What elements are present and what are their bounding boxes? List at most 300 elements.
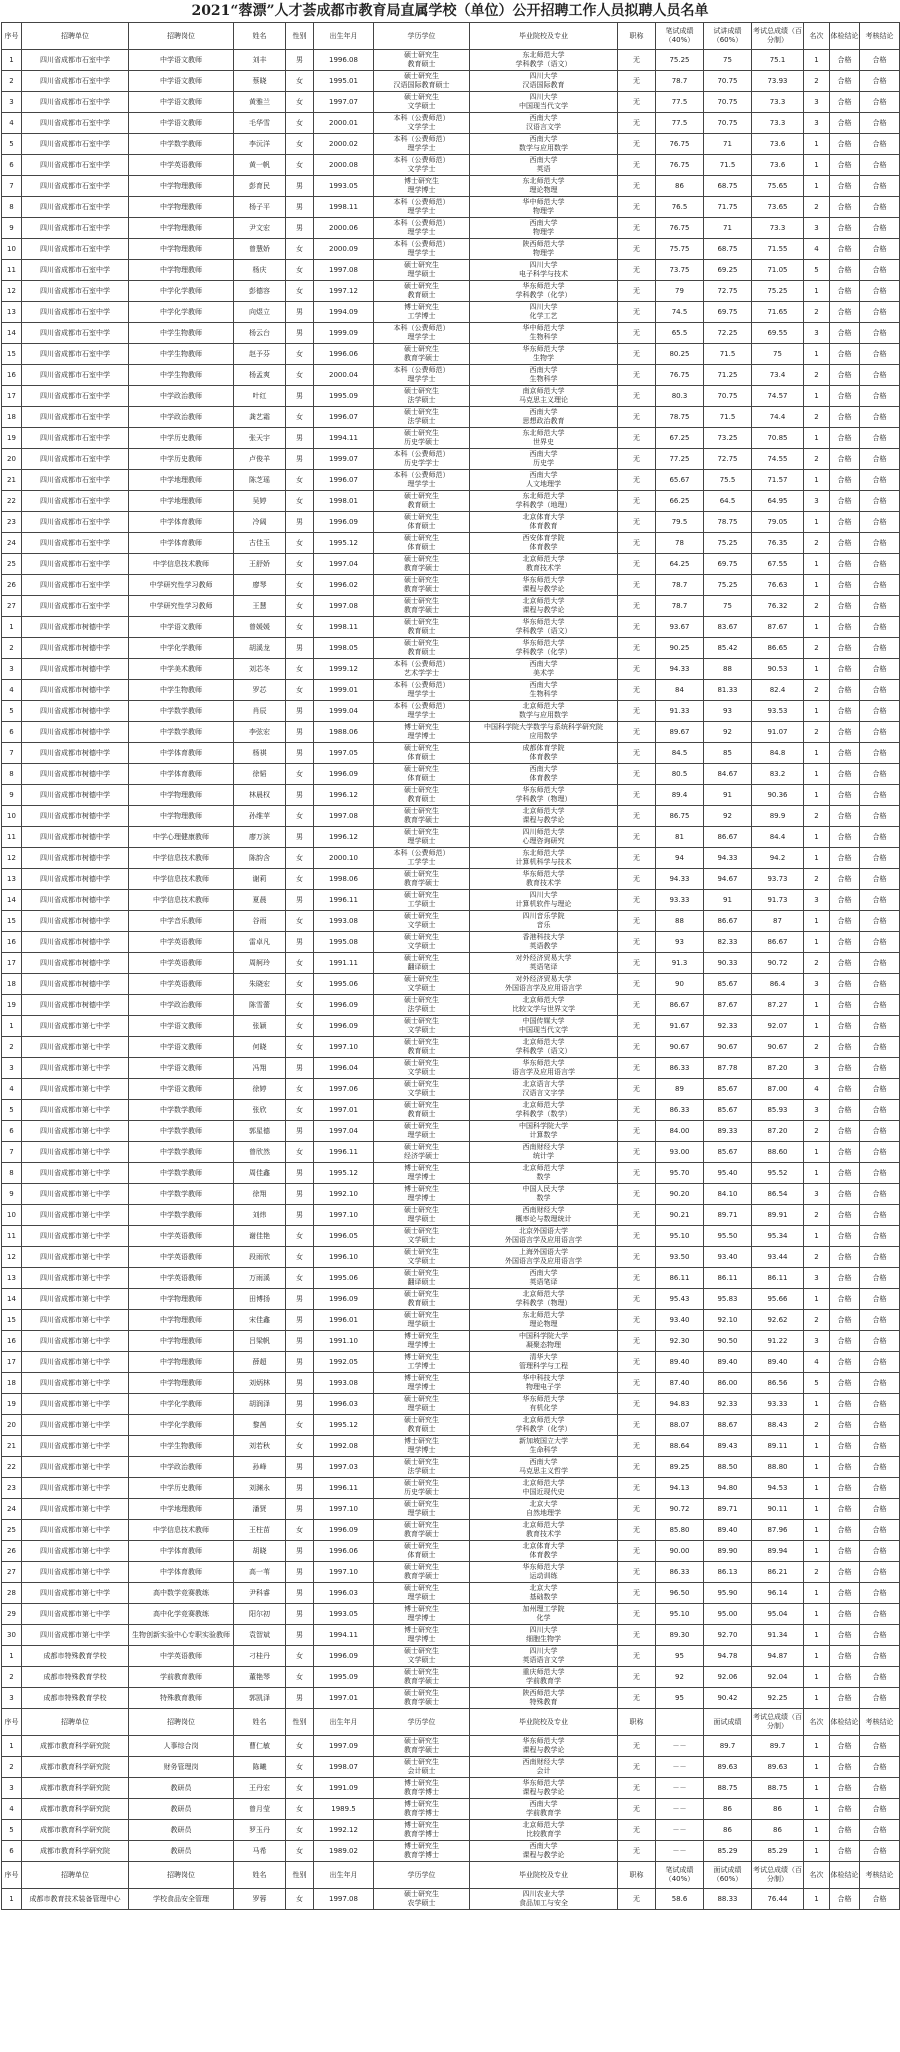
cell-gender: 女 [286, 848, 314, 869]
cell-review: 合格 [860, 1205, 900, 1226]
cell-review: 合格 [860, 1037, 900, 1058]
cell-rank: 1 [804, 1688, 830, 1709]
cell-rank: 1 [804, 50, 830, 71]
header-written: 笔试成绩（40%） [656, 23, 704, 50]
cell-birth: 1998.11 [314, 197, 374, 218]
cell-birth: 1996.01 [314, 1310, 374, 1331]
cell-title: 无 [618, 869, 656, 890]
school-line: 华东师范大学 [522, 870, 565, 878]
school-line: 华东师范大学 [522, 1059, 565, 1067]
degree-line: 文学硕士 [407, 1089, 436, 1097]
cell-school [470, 1625, 618, 1646]
cell-name: 夏晨 [234, 890, 286, 911]
cell-degree [374, 323, 470, 344]
cell-no: 27 [2, 596, 22, 617]
cell-rank: 2 [804, 806, 830, 827]
school-line: 体育教学 [529, 1551, 558, 1559]
cell-gender: 女 [286, 407, 314, 428]
cell-rank: 2 [804, 869, 830, 890]
cell-written: 74.5 [656, 302, 704, 323]
cell-title: 无 [618, 1457, 656, 1478]
degree-line: 硕士研究生 [404, 954, 439, 962]
cell-unit: 成都市教育技术装备管理中心 [22, 1889, 129, 1910]
cell-degree [374, 1778, 470, 1799]
degree-line: 理学学士 [407, 207, 436, 215]
cell-written: 64.25 [656, 554, 704, 575]
cell-trial: 72.75 [704, 281, 752, 302]
cell-unit: 四川省成都市第七中学 [22, 1541, 129, 1562]
cell-trial: 71 [704, 134, 752, 155]
cell-title: 无 [618, 1268, 656, 1289]
cell-physical: 合格 [830, 1268, 860, 1289]
cell-review: 合格 [860, 1604, 900, 1625]
cell-title: 无 [618, 806, 656, 827]
header-title: 职称 [618, 23, 656, 50]
school-line: 北京师范大学 [522, 807, 565, 815]
table-row [2, 533, 900, 554]
cell-review: 合格 [860, 1757, 900, 1778]
header-birth: 出生年月 [314, 1709, 374, 1736]
cell-rank: 1 [804, 470, 830, 491]
cell-no: 5 [2, 701, 22, 722]
cell-name: 陈韵含 [234, 848, 286, 869]
cell-total: 71.55 [752, 239, 804, 260]
cell-title: 无 [618, 134, 656, 155]
cell-review: 合格 [860, 470, 900, 491]
cell-name: 郭星德 [234, 1121, 286, 1142]
cell-title: 无 [618, 239, 656, 260]
cell-written: 58.6 [656, 1889, 704, 1910]
cell-birth: 1993.05 [314, 1604, 374, 1625]
degree-line: 教育学硕士 [404, 1698, 439, 1706]
table-row [2, 302, 900, 323]
cell-unit: 四川省成都市石室中学 [22, 50, 129, 71]
cell-trial: 86.67 [704, 911, 752, 932]
cell-total: 92.62 [752, 1310, 804, 1331]
cell-review: 合格 [860, 974, 900, 995]
cell-gender: 男 [286, 890, 314, 911]
table-row [2, 1436, 900, 1457]
cell-review: 合格 [860, 1163, 900, 1184]
cell-school [470, 1667, 618, 1688]
cell-position: 中学信息技术教师 [129, 869, 234, 890]
cell-school [470, 1184, 618, 1205]
cell-written: 86 [656, 176, 704, 197]
cell-name: 王舒娇 [234, 554, 286, 575]
cell-review: 合格 [860, 1352, 900, 1373]
degree-line: 理学博士 [407, 1446, 436, 1454]
cell-rank: 1 [804, 785, 830, 806]
school-line: 电子科学与技术 [519, 270, 568, 278]
cell-birth: 1992.10 [314, 1184, 374, 1205]
cell-review: 合格 [860, 449, 900, 470]
cell-unit: 成都市教育科学研究院 [22, 1799, 129, 1820]
degree-line: 理学博士 [407, 1173, 436, 1181]
table-row [2, 701, 900, 722]
cell-total: 89.63 [752, 1757, 804, 1778]
cell-unit: 四川省成都市树德中学 [22, 974, 129, 995]
school-line: 汉语国际教育 [522, 81, 565, 89]
cell-written: 90.00 [656, 1541, 704, 1562]
cell-no: 11 [2, 1226, 22, 1247]
cell-physical: 合格 [830, 701, 860, 722]
degree-line: 文学硕士 [407, 921, 436, 929]
table-row [2, 1016, 900, 1037]
cell-birth: 1997.09 [314, 1736, 374, 1757]
cell-no: 5 [2, 134, 22, 155]
cell-written: 76.75 [656, 218, 704, 239]
cell-position: 中学数学教师 [129, 1142, 234, 1163]
cell-gender: 男 [286, 1205, 314, 1226]
cell-name: 袁智斌 [234, 1625, 286, 1646]
cell-gender: 女 [286, 1736, 314, 1757]
cell-unit: 四川省成都市第七中学 [22, 1037, 129, 1058]
table-row [2, 806, 900, 827]
cell-birth: 1995.01 [314, 71, 374, 92]
cell-review: 合格 [860, 50, 900, 71]
cell-no: 6 [2, 1841, 22, 1862]
school-line: 学科教学（化学） [515, 291, 572, 299]
cell-physical: 合格 [830, 1604, 860, 1625]
cell-gender: 女 [286, 974, 314, 995]
cell-title: 无 [618, 491, 656, 512]
degree-line: 博士研究生 [404, 177, 439, 185]
school-line: 西南大学 [529, 1800, 558, 1808]
cell-physical: 合格 [830, 806, 860, 827]
cell-rank: 1 [804, 1583, 830, 1604]
cell-trial: 91 [704, 785, 752, 806]
table-row [2, 1625, 900, 1646]
school-line: 北京师范大学 [522, 1416, 565, 1424]
cell-gender: 女 [286, 281, 314, 302]
cell-position: 中学数学教师 [129, 134, 234, 155]
cell-no: 2 [2, 1037, 22, 1058]
cell-gender: 女 [286, 239, 314, 260]
cell-degree [374, 365, 470, 386]
cell-no: 8 [2, 1163, 22, 1184]
cell-gender: 女 [286, 155, 314, 176]
school-line: 外国语言学及应用语言学 [505, 1257, 582, 1265]
cell-total: 89.11 [752, 1436, 804, 1457]
cell-written: 95.10 [656, 1226, 704, 1247]
degree-line: 教育学硕士 [404, 879, 439, 887]
degree-line: 汉语国际教育硕士 [393, 81, 450, 89]
cell-title: 无 [618, 638, 656, 659]
cell-position: 中学物理教师 [129, 1331, 234, 1352]
cell-school [470, 1604, 618, 1625]
cell-no: 1 [2, 1646, 22, 1667]
cell-gender: 男 [286, 449, 314, 470]
cell-title: 无 [618, 764, 656, 785]
cell-name: 胡润泽 [234, 1394, 286, 1415]
degree-line: 工学学士 [407, 858, 436, 866]
cell-review: 合格 [860, 1100, 900, 1121]
degree-line: 历史学硕士 [404, 1488, 439, 1496]
cell-gender: 女 [286, 344, 314, 365]
degree-line: 硕士研究生 [404, 513, 439, 521]
cell-physical: 合格 [830, 1436, 860, 1457]
degree-line: 理学博士 [407, 1614, 436, 1622]
cell-birth: 2000.04 [314, 365, 374, 386]
cell-no: 23 [2, 1478, 22, 1499]
cell-unit: 四川省成都市第七中学 [22, 1058, 129, 1079]
cell-physical: 合格 [830, 1352, 860, 1373]
cell-written: 94.33 [656, 659, 704, 680]
cell-title: 无 [618, 1667, 656, 1688]
cell-rank: 1 [804, 1499, 830, 1520]
cell-written: 93.33 [656, 890, 704, 911]
cell-name: 廖万滨 [234, 827, 286, 848]
cell-total: 73.4 [752, 365, 804, 386]
cell-review: 合格 [860, 1142, 900, 1163]
cell-written: 75.25 [656, 50, 704, 71]
degree-line: 历史学学士 [404, 459, 439, 467]
degree-line: 教育学硕士 [404, 1746, 439, 1754]
cell-title: 无 [618, 470, 656, 491]
table-row [2, 869, 900, 890]
school-line: 华东师范大学 [522, 576, 565, 584]
cell-name: 田博扬 [234, 1289, 286, 1310]
degree-line: 文学学士 [407, 165, 436, 173]
cell-unit: 四川省成都市树德中学 [22, 701, 129, 722]
school-line: 华东师范大学 [522, 282, 565, 290]
cell-written: 76.5 [656, 197, 704, 218]
cell-no: 13 [2, 869, 22, 890]
degree-line: 理学硕士 [407, 270, 436, 278]
cell-title: 无 [618, 1520, 656, 1541]
cell-school [470, 953, 618, 974]
cell-rank: 2 [804, 1037, 830, 1058]
cell-written: 89.4 [656, 785, 704, 806]
cell-written: 95.10 [656, 1604, 704, 1625]
cell-trial: 89.71 [704, 1205, 752, 1226]
cell-position: 中学英语教师 [129, 953, 234, 974]
header-no: 序号 [2, 23, 22, 50]
cell-position: 中学数学教师 [129, 1121, 234, 1142]
header-title: 职称 [618, 1709, 656, 1736]
school-line: 陕西师范大学 [522, 1689, 565, 1697]
header-rank: 名次 [804, 1862, 830, 1889]
cell-gender: 女 [286, 1757, 314, 1778]
cell-rank: 1 [804, 1820, 830, 1841]
cell-total: 74.55 [752, 449, 804, 470]
cell-no: 16 [2, 365, 22, 386]
cell-position: 中学物理教师 [129, 785, 234, 806]
cell-written: 91.3 [656, 953, 704, 974]
table-row [2, 1667, 900, 1688]
school-line: 西南大学 [529, 681, 558, 689]
cell-physical: 合格 [830, 365, 860, 386]
school-line: 学科教学（物理） [515, 795, 572, 803]
cell-gender: 男 [286, 1562, 314, 1583]
cell-trial: 90.33 [704, 953, 752, 974]
school-line: 中国科学院大学 [519, 1332, 568, 1340]
cell-physical: 合格 [830, 1121, 860, 1142]
cell-total: 73.6 [752, 155, 804, 176]
school-line: 西南大学 [529, 366, 558, 374]
cell-total: 71.05 [752, 260, 804, 281]
cell-unit: 成都市教育科学研究院 [22, 1736, 129, 1757]
cell-title: 无 [618, 1142, 656, 1163]
cell-gender: 男 [286, 1499, 314, 1520]
degree-line: 博士研究生 [404, 1626, 439, 1634]
cell-title: 无 [618, 617, 656, 638]
cell-school [470, 1889, 618, 1910]
degree-line: 硕士研究生 [404, 1059, 439, 1067]
cell-degree [374, 218, 470, 239]
cell-trial: 95.50 [704, 1226, 752, 1247]
degree-line: 教育硕士 [407, 291, 436, 299]
table-row [2, 1205, 900, 1226]
cell-written: 93.40 [656, 1310, 704, 1331]
cell-school [470, 1757, 618, 1778]
school-line: 数学与应用数学 [519, 711, 568, 719]
degree-line: 博士研究生 [404, 1821, 439, 1829]
school-line: 西南大学 [529, 765, 558, 773]
cell-written: 95.70 [656, 1163, 704, 1184]
cell-position: 中学物理教师 [129, 197, 234, 218]
cell-degree [374, 449, 470, 470]
school-line: 西南大学 [529, 135, 558, 143]
table-row [2, 1799, 900, 1820]
cell-title: 无 [618, 1247, 656, 1268]
cell-written: 80.5 [656, 764, 704, 785]
cell-physical: 合格 [830, 449, 860, 470]
cell-unit: 四川省成都市石室中学 [22, 281, 129, 302]
degree-line: 硕士研究生 [404, 1290, 439, 1298]
cell-trial: 88.33 [704, 1889, 752, 1910]
cell-position: 中学数学教师 [129, 1163, 234, 1184]
cell-title: 无 [618, 1037, 656, 1058]
cell-position: 中学地理教师 [129, 470, 234, 491]
school-line: 北京大学 [529, 1500, 558, 1508]
cell-review: 合格 [860, 806, 900, 827]
cell-degree [374, 470, 470, 491]
cell-birth: 1999.04 [314, 701, 374, 722]
cell-position: 高中数学竞赛教练 [129, 1583, 234, 1604]
cell-degree [374, 260, 470, 281]
school-line: 东北师范大学 [522, 429, 565, 437]
cell-physical: 合格 [830, 554, 860, 575]
degree-line: 硕士研究生 [404, 1647, 439, 1655]
school-line: 细胞生物学 [526, 1635, 561, 1643]
cell-physical: 合格 [830, 1583, 860, 1604]
table-row [2, 1394, 900, 1415]
cell-gender: 女 [286, 1268, 314, 1289]
degree-line: 教育硕士 [407, 1047, 436, 1055]
cell-unit: 四川省成都市第七中学 [22, 1520, 129, 1541]
cell-gender: 男 [286, 638, 314, 659]
cell-position: 中学化学教师 [129, 638, 234, 659]
cell-written: 84 [656, 680, 704, 701]
cell-trial: 70.75 [704, 71, 752, 92]
degree-line: 理学硕士 [407, 1131, 436, 1139]
cell-trial: 89.63 [704, 1757, 752, 1778]
cell-degree [374, 344, 470, 365]
cell-review: 合格 [860, 827, 900, 848]
school-line: 东北师范大学 [522, 51, 565, 59]
cell-degree [374, 1331, 470, 1352]
cell-unit: 四川省成都市第七中学 [22, 1100, 129, 1121]
school-line: 计算机软件与理论 [515, 900, 572, 908]
cell-degree [374, 239, 470, 260]
degree-line: 博士研究生 [404, 723, 439, 731]
school-line: 北京师范大学 [522, 597, 565, 605]
cell-no: 7 [2, 176, 22, 197]
degree-line: 文学硕士 [407, 1236, 436, 1244]
cell-school [470, 1079, 618, 1100]
cell-gender: 女 [286, 1820, 314, 1841]
cell-birth: 1996.06 [314, 344, 374, 365]
cell-school [470, 1820, 618, 1841]
school-line: 中国近现代史 [522, 1488, 565, 1496]
cell-birth: 1996.09 [314, 1646, 374, 1667]
cell-review: 合格 [860, 323, 900, 344]
cell-degree [374, 701, 470, 722]
cell-written: －－ [656, 1736, 704, 1757]
cell-unit: 四川省成都市树德中学 [22, 764, 129, 785]
cell-no: 2 [2, 71, 22, 92]
degree-line: 理学硕士 [407, 1404, 436, 1412]
cell-school [470, 806, 618, 827]
cell-review: 合格 [860, 638, 900, 659]
school-line: 北京外国语大学 [519, 1227, 568, 1235]
cell-name: 杨云台 [234, 323, 286, 344]
cell-review: 合格 [860, 575, 900, 596]
school-line: 西南大学 [529, 1458, 558, 1466]
page-title: 2021“蓉漂”人才荟成都市教育局直属学校（单位）公开招聘工作人员拟聘人员名单 [191, 3, 709, 19]
cell-trial: 89.40 [704, 1520, 752, 1541]
cell-gender: 女 [286, 911, 314, 932]
cell-physical: 合格 [830, 659, 860, 680]
degree-line: 体育硕士 [407, 522, 436, 530]
cell-title: 无 [618, 1478, 656, 1499]
cell-title: 无 [618, 659, 656, 680]
cell-rank: 1 [804, 743, 830, 764]
table-row [2, 911, 900, 932]
school-line: 中国科学院大学数学与系统科学研究院 [484, 723, 603, 731]
table-row [2, 1331, 900, 1352]
cell-gender: 男 [286, 1352, 314, 1373]
cell-title: 无 [618, 1688, 656, 1709]
school-line: 教育技术学 [526, 879, 561, 887]
cell-physical: 合格 [830, 1184, 860, 1205]
cell-trial: 85.67 [704, 1142, 752, 1163]
school-line: 英语笔译 [529, 963, 558, 971]
cell-unit: 四川省成都市树德中学 [22, 680, 129, 701]
cell-gender: 男 [286, 1688, 314, 1709]
degree-line: 教育硕士 [407, 60, 436, 68]
cell-physical: 合格 [830, 1799, 860, 1820]
degree-line: 教育硕士 [407, 1110, 436, 1118]
cell-trial: 75.25 [704, 533, 752, 554]
cell-total: 75.25 [752, 281, 804, 302]
school-line: 课程与教学论 [522, 816, 565, 824]
school-line: 英语教学 [529, 942, 558, 950]
cell-degree [374, 1688, 470, 1709]
cell-gender: 男 [286, 428, 314, 449]
cell-birth: 1996.09 [314, 1289, 374, 1310]
cell-name: 古佳玉 [234, 533, 286, 554]
cell-written: 94.33 [656, 869, 704, 890]
cell-trial: 89.7 [704, 1736, 752, 1757]
degree-line: 本科（公费师范） [393, 240, 450, 248]
degree-line: 翻译硕士 [407, 1278, 436, 1286]
cell-physical: 合格 [830, 260, 860, 281]
cell-written: 78.7 [656, 71, 704, 92]
cell-no: 14 [2, 890, 22, 911]
cell-unit: 四川省成都市树德中学 [22, 785, 129, 806]
